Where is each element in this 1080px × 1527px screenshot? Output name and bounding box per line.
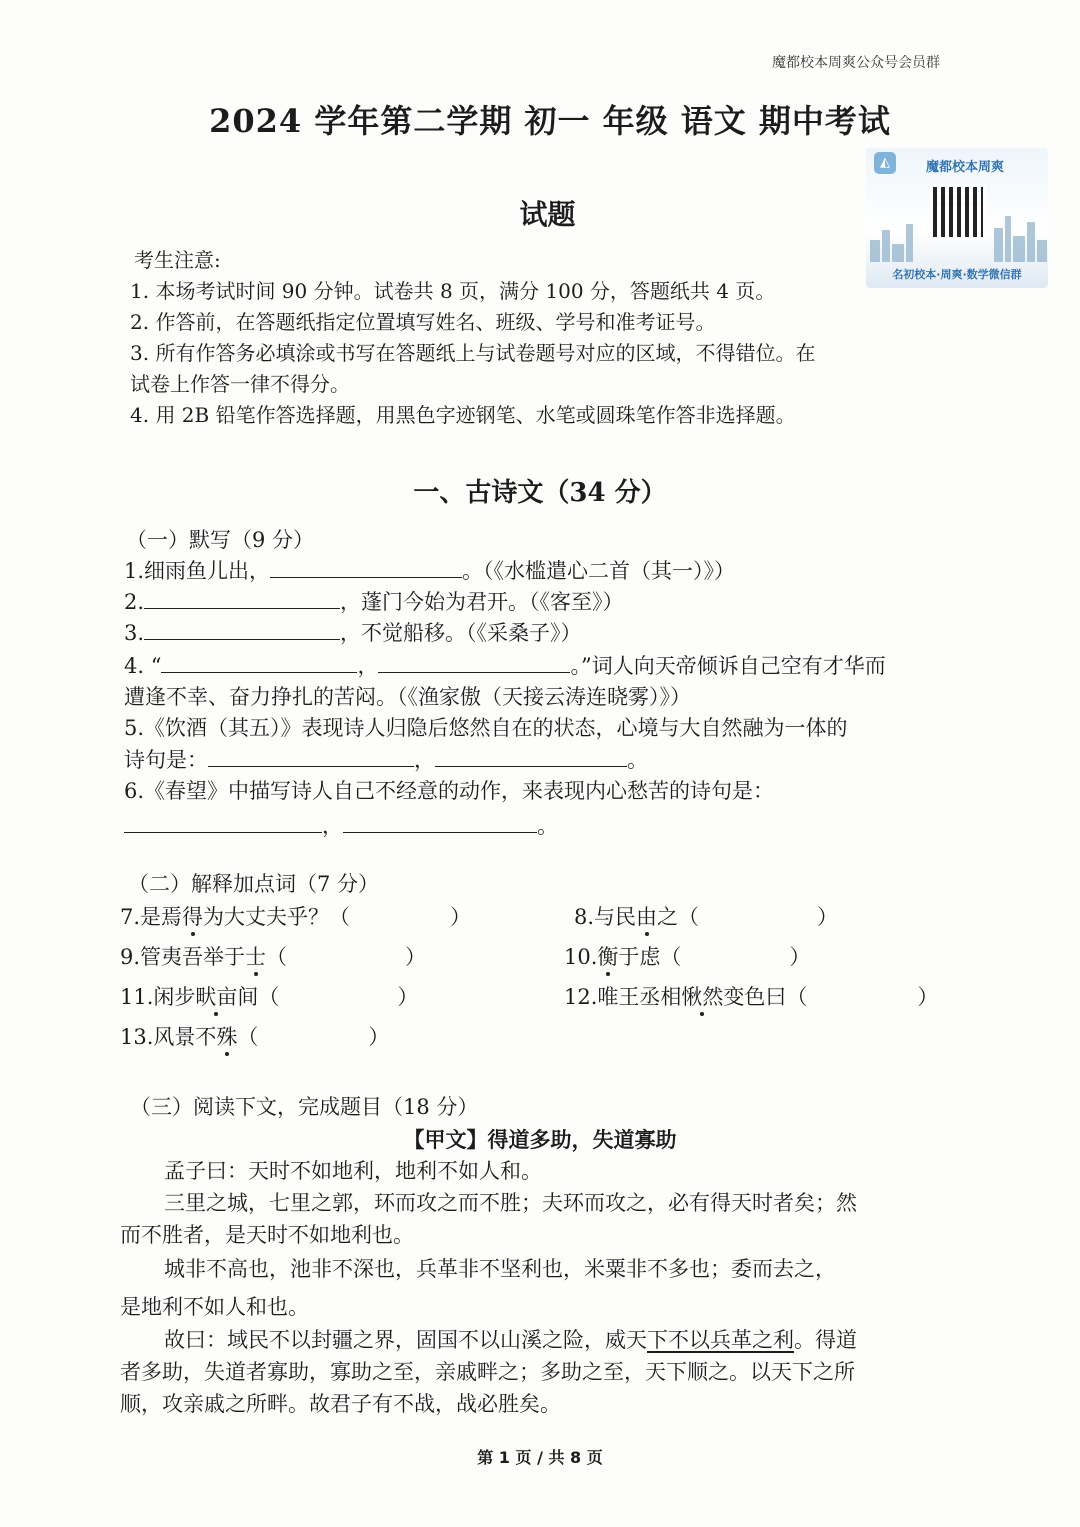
q4-prefix: 4. “ bbox=[124, 654, 162, 678]
passage-text: 故曰：域民不以封疆之界，固国不以山溪之险，威天 bbox=[164, 1328, 647, 1352]
notice-item: 3. 所有作答务必填涂或书写在答题纸上与试卷题号对应的区域，不得错位。在 bbox=[130, 341, 816, 365]
answer-blank[interactable] bbox=[435, 748, 627, 767]
q3-suffix: ，不觉船移。（《采桑子》） bbox=[340, 621, 582, 645]
q11-text: 11.闲步 bbox=[120, 985, 196, 1009]
question-1 bbox=[124, 555, 735, 585]
q2-prefix: 2. bbox=[124, 590, 145, 614]
question-11 bbox=[120, 981, 418, 1011]
q12-text: 12.唯王丞相 bbox=[564, 985, 682, 1009]
q10-close: ） bbox=[789, 945, 811, 969]
exam-title: 2024 学年第二学期 初一 年级 语文 期中考试 bbox=[209, 102, 891, 140]
question-9 bbox=[120, 941, 426, 971]
question-3 bbox=[124, 617, 582, 647]
q5-mid: ， bbox=[414, 748, 435, 772]
q12-dotted-word: 愀然 bbox=[681, 985, 724, 1009]
page-number: 第 1 页 / 共 8 页 bbox=[477, 1448, 603, 1467]
q11-text-b: 间（ bbox=[237, 985, 280, 1009]
passage-line: 是地利不如人和也。 bbox=[120, 1295, 309, 1319]
answer-blank[interactable] bbox=[378, 654, 570, 673]
answer-blank[interactable] bbox=[144, 590, 340, 609]
question-4 bbox=[124, 650, 886, 680]
q7-text-b: 为大丈夫乎？（ bbox=[203, 905, 351, 929]
answer-blank[interactable] bbox=[208, 748, 414, 767]
question-13 bbox=[120, 1021, 389, 1051]
part3-heading: （三）阅读下文，完成题目（18 分） bbox=[130, 1095, 479, 1119]
question-5: 5.《饮酒（其五）》表现诗人归隐后悠然自在的状态，心境与大自然融为一体的 bbox=[124, 716, 848, 740]
passage-text: 。得道 bbox=[794, 1328, 857, 1352]
q11-close: ） bbox=[397, 985, 419, 1009]
answer-blank[interactable] bbox=[124, 814, 322, 833]
answer-blank[interactable] bbox=[343, 814, 537, 833]
question-7 bbox=[120, 901, 471, 931]
passage-line: 者多助，失道者寡助，寡助之至，亲戚畔之；多助之至，天下顺之。以天下之所 bbox=[120, 1360, 855, 1384]
passage-title: 【甲文】得道多助，失道寡助 bbox=[403, 1127, 677, 1152]
page-subtitle: 试题 bbox=[519, 198, 576, 231]
passage-line: 三里之城，七里之郭，环而攻之而不胜；夫环而攻之，必有得天时者矣；然 bbox=[164, 1191, 857, 1215]
q1-prefix: 1.细雨鱼儿出， bbox=[124, 559, 271, 583]
notice-item: 试卷上作答一律不得分。 bbox=[130, 372, 350, 396]
q10-text-b: 于虑（ bbox=[618, 945, 682, 969]
passage-line: 顺，攻亲戚之所畔。故君子有不战，战必胜矣。 bbox=[120, 1392, 561, 1416]
qr-code-icon bbox=[930, 184, 986, 240]
q5-suffix: 。 bbox=[627, 748, 648, 772]
brand-logo-icon: ◭ bbox=[874, 152, 896, 174]
q7-text: 7.是焉 bbox=[120, 905, 183, 929]
notice-item: 4. 用 2B 铅笔作答选择题，用黑色字迹钢笔、水笔或圆珠笔作答非选择题。 bbox=[130, 403, 796, 427]
qr-promo-card bbox=[866, 148, 1048, 288]
question-2 bbox=[124, 586, 624, 616]
q9-text: 9.管夷吾举于 bbox=[120, 945, 246, 969]
q3-prefix: 3. bbox=[124, 621, 145, 645]
qr-brand: 魔都校本周爽 bbox=[926, 160, 1005, 175]
header-note: 魔都校本周爽公众号会员群 bbox=[772, 55, 940, 71]
notice-item: 1. 本场考试时间 90 分钟。试卷共 8 页，满分 100 分，答题纸共 4 页。 bbox=[130, 279, 776, 303]
q13-text-b: （ bbox=[237, 1025, 259, 1049]
q12-text-b: 变色曰（ bbox=[723, 985, 808, 1009]
answer-blank[interactable] bbox=[144, 621, 340, 640]
q12-close: ） bbox=[917, 985, 939, 1009]
question-12 bbox=[564, 981, 938, 1011]
q11-dotted-word: 畎亩 bbox=[195, 985, 238, 1009]
q13-text: 13.风景不 bbox=[120, 1025, 217, 1049]
q9-close: ） bbox=[405, 945, 427, 969]
q4-suffix: 。”词人向天帝倾诉自己空有才华而 bbox=[570, 654, 886, 678]
section-title: 一、古诗文（34 分） bbox=[413, 478, 667, 508]
q1-suffix: 。（《水槛遣心二首（其一）》） bbox=[462, 559, 736, 583]
q6-suffix: 。 bbox=[537, 814, 558, 838]
q2-suffix: ，蓬门今始为君开。（《客至》） bbox=[340, 590, 624, 614]
q9-dotted-word: 士 bbox=[245, 945, 267, 969]
qr-caption: 名初校本·周爽·数学微信群 bbox=[892, 268, 1022, 281]
q8-text: 8.与民 bbox=[574, 905, 637, 929]
question-10 bbox=[564, 941, 810, 971]
passage-line: 城非不高也，池非不深也，兵革非不坚利也，米粟非不多也；委而去之， bbox=[164, 1257, 836, 1281]
q7-close: ） bbox=[450, 905, 472, 929]
q5-prefix: 诗句是： bbox=[124, 748, 208, 772]
q6-mid: ， bbox=[322, 814, 343, 838]
q4-mid: ， bbox=[357, 654, 379, 678]
question-4-cont: 遭逢不幸、奋力挣扎的苦闷。（《渔家傲（天接云涛连晓雾）》） bbox=[124, 685, 691, 709]
notice-item: 2. 作答前，在答题纸指定位置填写姓名、班级、学号和准考证号。 bbox=[130, 310, 716, 334]
part2-heading: （二）解释加点词（7 分） bbox=[128, 872, 380, 896]
q7-dotted-word: 得 bbox=[182, 905, 204, 929]
q8-dotted-word: 由 bbox=[636, 905, 658, 929]
answer-blank[interactable] bbox=[161, 654, 357, 673]
notice-heading: 考生注意: bbox=[134, 248, 221, 272]
part1-heading: （一）默写（9 分） bbox=[126, 528, 315, 552]
passage-line bbox=[164, 1324, 857, 1354]
q13-close: ） bbox=[368, 1025, 390, 1049]
q8-text-b: 之（ bbox=[657, 905, 700, 929]
question-6-cont bbox=[124, 810, 558, 840]
question-5-cont bbox=[124, 744, 648, 774]
q13-dotted-word: 殊 bbox=[216, 1025, 238, 1049]
q9-text-b: （ bbox=[266, 945, 288, 969]
question-6: 6.《春望》中描写诗人自己不经意的动作，来表现内心愁苦的诗句是： bbox=[124, 779, 775, 803]
question-8 bbox=[574, 901, 838, 931]
q10-text: 10. bbox=[564, 945, 598, 969]
underlined-phrase: 下不以兵革之利 bbox=[647, 1328, 794, 1352]
q10-dotted-word: 衡 bbox=[597, 945, 619, 969]
q8-close: ） bbox=[817, 905, 839, 929]
passage-line: 而不胜者，是天时不如地利也。 bbox=[120, 1223, 414, 1247]
answer-blank[interactable] bbox=[270, 559, 462, 578]
passage-line: 孟子曰：天时不如地利，地利不如人和。 bbox=[164, 1159, 542, 1183]
